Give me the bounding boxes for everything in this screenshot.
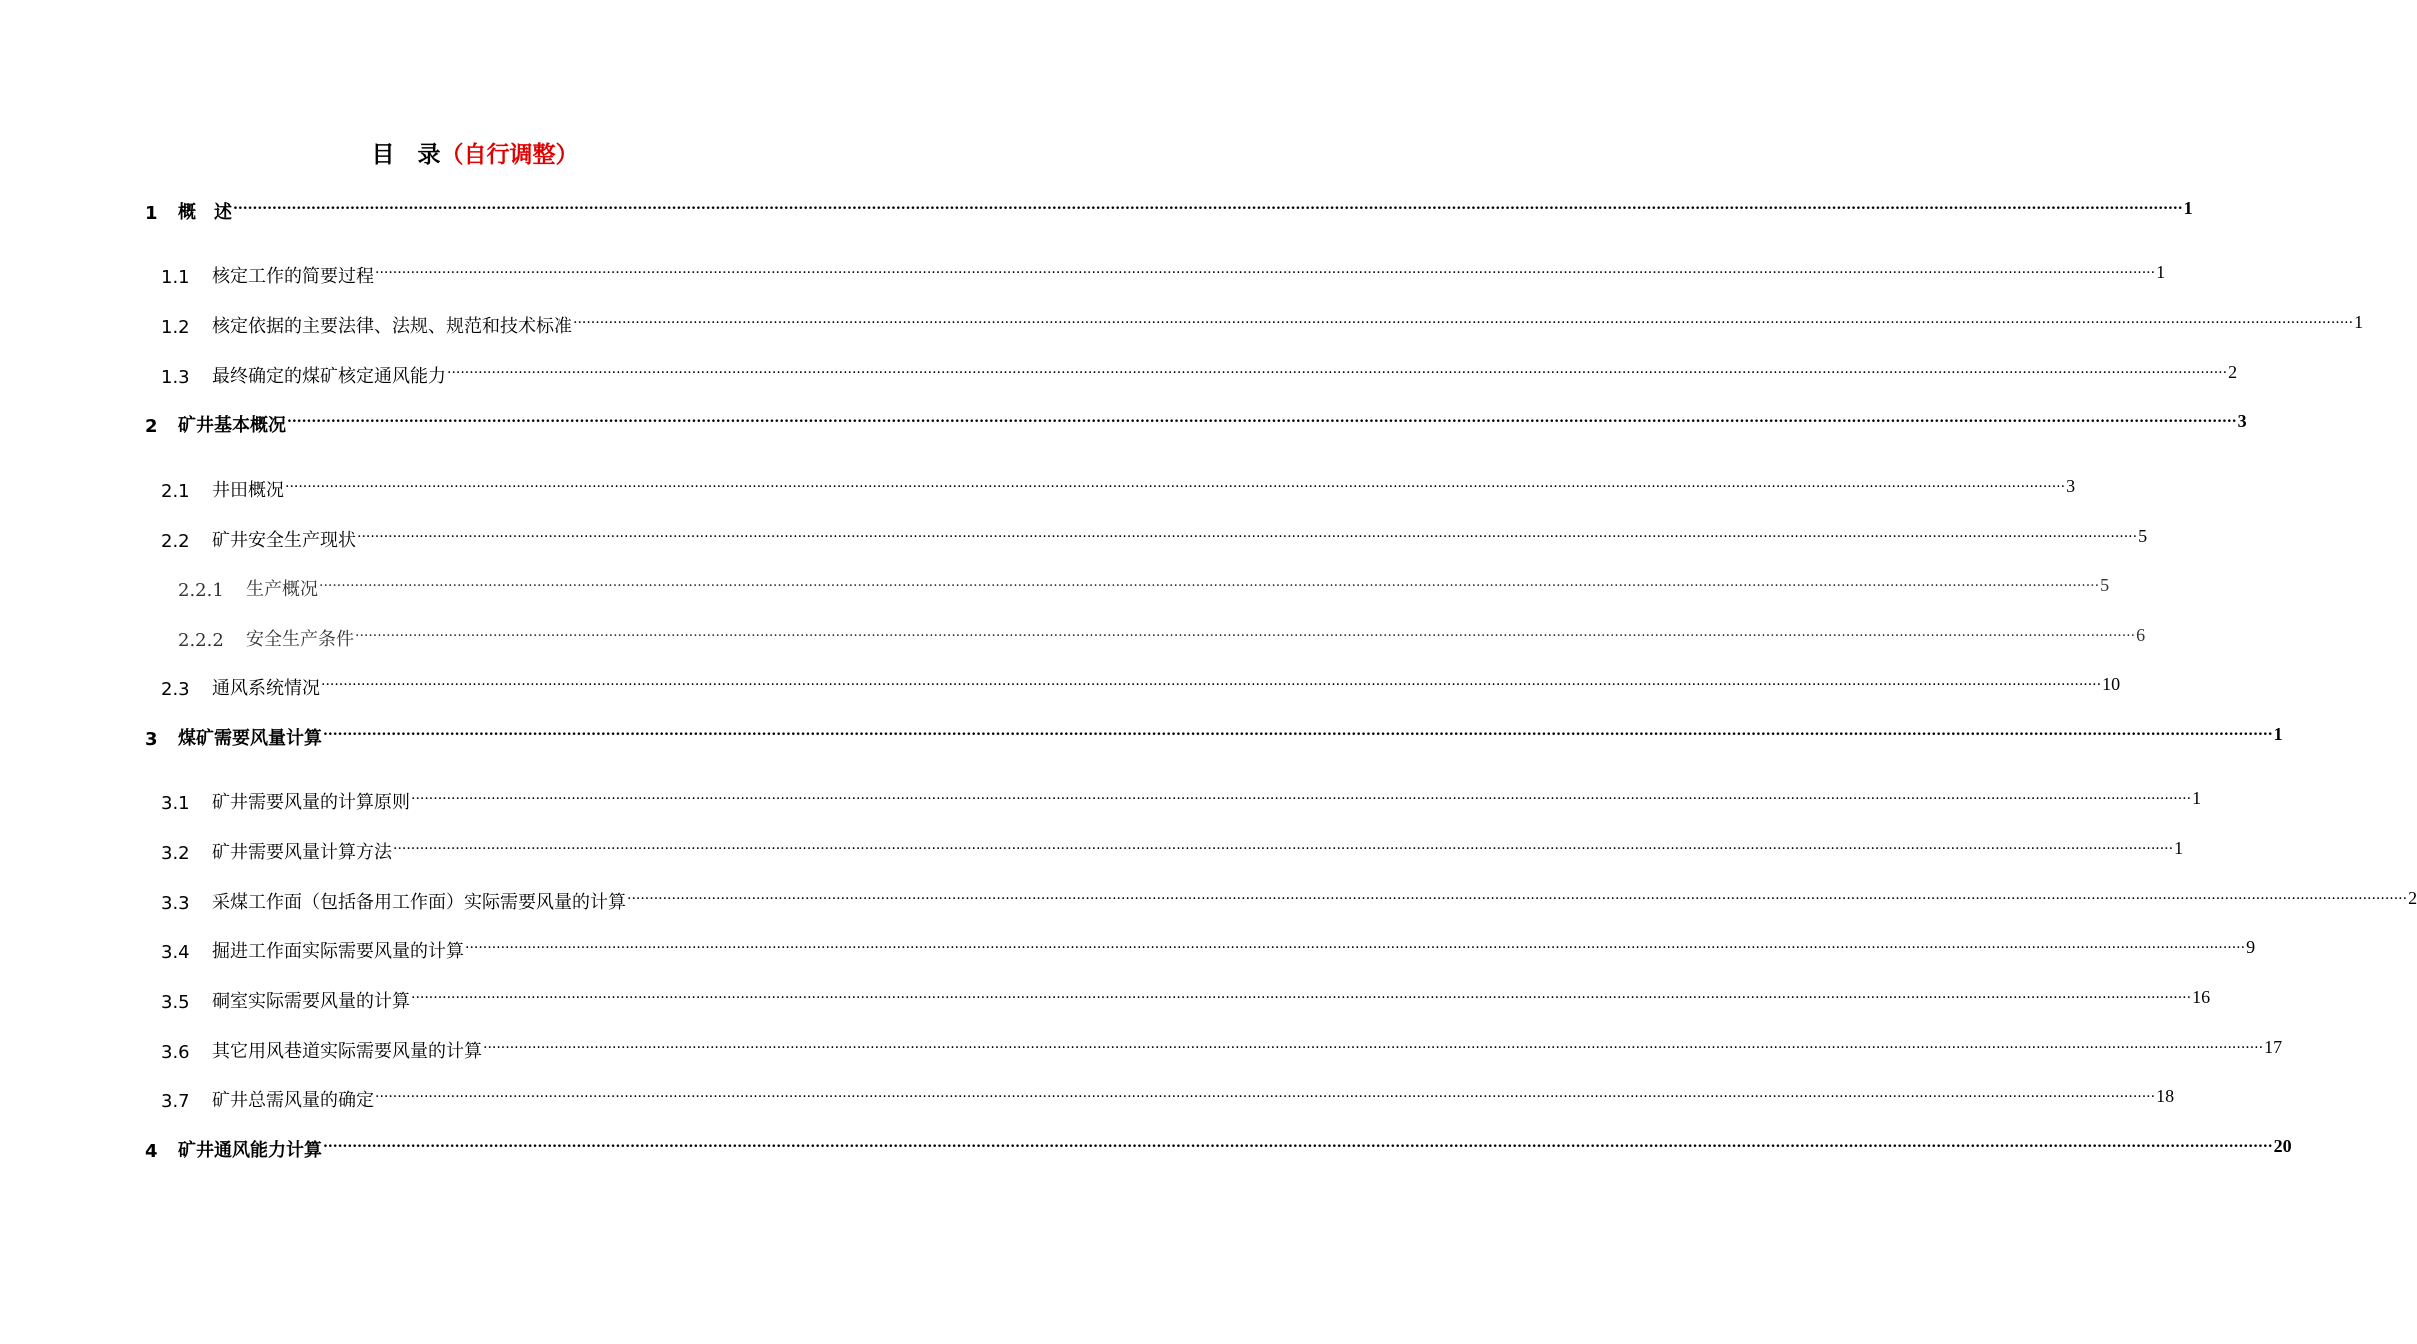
toc-entry-number: 3.6 — [161, 1042, 190, 1063]
toc-entry-page: 3 — [2066, 476, 2076, 496]
toc-entry-number: 3.5 — [161, 992, 190, 1013]
toc-entry-number: 3.1 — [161, 793, 190, 814]
toc-leader-dots: ................................................................................................................................................................................................................................................................................................................................................................................................................ — [375, 1085, 2156, 1101]
toc-leader-dots: ................................................................................................................................................................................................................................................................................................................................................................................................................ — [483, 1036, 2264, 1052]
toc-entry[interactable] — [0, 936, 2256, 967]
toc-entry-text: 矿井需要风量的计算原则 — [212, 792, 410, 813]
toc-title-main: 目 录 — [371, 142, 441, 168]
toc-entry-page: 10 — [2102, 674, 2121, 694]
toc-entry-text: 矿井基本概况 — [178, 415, 286, 436]
toc-entry-number: 2.2.1 — [178, 580, 224, 601]
toc-entry-text: 通风系统情况 — [212, 678, 320, 699]
toc-entry-page: 2 — [2408, 888, 2417, 908]
toc-entry[interactable] — [0, 475, 2076, 506]
toc-entry-text: 矿井通风能力计算 — [178, 1140, 322, 1161]
toc-entry-page: 1 — [2156, 262, 2166, 282]
toc-entry-page: 2 — [2228, 362, 2238, 382]
toc-leader-dots: ................................................................................................................................................................................................................................................................................................................................................................................................................ — [375, 261, 2156, 277]
toc-entry-number: 2.2 — [161, 531, 190, 552]
toc-entry[interactable] — [0, 525, 2148, 556]
toc-entry-page: 6 — [2136, 625, 2146, 645]
toc-entry-number: 2.2.2 — [178, 630, 224, 651]
toc-leader-dots: ................................................................................................................................................................................................................................................................................................................................................................................................................ — [287, 410, 2237, 426]
toc-entry-text: 掘进工作面实际需要风量的计算 — [212, 941, 464, 962]
toc-entry-number: 1 — [145, 203, 158, 224]
toc-leader-dots: ................................................................................................................................................................................................................................................................................................................................................................................................................ — [465, 936, 2246, 952]
toc-entry-text: 核定工作的简要过程 — [212, 266, 374, 287]
toc-entry[interactable] — [0, 410, 2247, 441]
toc-entry-page: 17 — [2264, 1037, 2283, 1057]
toc-entry[interactable] — [0, 574, 2110, 605]
toc-entry-text: 矿井需要风量计算方法 — [212, 842, 392, 863]
toc-entry-page: 1 — [2354, 312, 2364, 332]
toc-leader-dots: ................................................................................................................................................................................................................................................................................................................................................................................................................ — [323, 1135, 2273, 1151]
toc-entry-text: 其它用风巷道实际需要风量的计算 — [212, 1041, 482, 1062]
toc-entry-page: 5 — [2138, 526, 2148, 546]
toc-entry-number: 1.1 — [161, 267, 190, 288]
toc-entry-text: 矿井总需风量的确定 — [212, 1090, 374, 1111]
toc-entry-text: 核定依据的主要法律、法规、规范和技术标准 — [212, 316, 572, 337]
toc-entry-number: 2.3 — [161, 679, 190, 700]
toc-entry[interactable] — [0, 624, 2146, 655]
toc-entry[interactable] — [0, 197, 2193, 228]
toc-entry-page: 5 — [2100, 575, 2110, 595]
toc-entry-number: 2.1 — [161, 481, 190, 502]
toc-entry-page: 3 — [2237, 411, 2247, 431]
toc-entry-page: 1 — [2192, 788, 2202, 808]
toc-entry-page: 1 — [2183, 198, 2193, 218]
toc-leader-dots: ................................................................................................................................................................................................................................................................................................................................................................................................................ — [233, 197, 2183, 213]
toc-entry-number: 4 — [145, 1141, 158, 1162]
toc-entry-text: 矿井安全生产现状 — [212, 530, 356, 551]
toc-entry-text: 安全生产条件 — [246, 629, 354, 650]
toc-entry[interactable] — [0, 837, 2184, 868]
toc-entry-page: 1 — [2174, 838, 2184, 858]
toc-entry-text: 最终确定的煤矿核定通风能力 — [212, 366, 446, 387]
toc-entry-text: 采煤工作面（包括备用工作面）实际需要风量的计算 — [212, 892, 626, 913]
toc-entry-number: 1.2 — [161, 317, 190, 338]
toc-entry[interactable] — [0, 986, 2211, 1017]
toc-leader-dots: ................................................................................................................................................................................................................................................................................................................................................................................................................ — [573, 311, 2354, 327]
toc-entry[interactable] — [0, 1085, 2175, 1116]
toc-entry[interactable] — [0, 1135, 2292, 1166]
toc-leader-dots: ................................................................................................................................................................................................................................................................................................................................................................................................................ — [321, 673, 2102, 689]
toc-entry-text: 井田概况 — [212, 480, 284, 501]
toc-entry-page: 1 — [2273, 724, 2283, 744]
toc-entry-number: 3.4 — [161, 942, 190, 963]
toc-entry-page: 20 — [2273, 1136, 2292, 1156]
toc-entry-number: 3.2 — [161, 843, 190, 864]
toc-title — [0, 136, 950, 169]
toc-entry[interactable] — [0, 787, 2202, 818]
toc-leader-dots: ................................................................................................................................................................................................................................................................................................................................................................................................................ — [323, 723, 2273, 739]
toc-leader-dots: ................................................................................................................................................................................................................................................................................................................................................................................................................ — [447, 361, 2228, 377]
toc-entry[interactable] — [0, 1036, 2283, 1067]
toc-entry[interactable] — [0, 361, 2238, 392]
toc-leader-dots: ................................................................................................................................................................................................................................................................................................................................................................................................................ — [411, 986, 2192, 1002]
toc-entry-number: 2 — [145, 416, 158, 437]
toc-leader-dots: ................................................................................................................................................................................................................................................................................................................................................................................................................ — [393, 837, 2174, 853]
toc-entry-number: 3.3 — [161, 893, 190, 914]
toc-entry[interactable] — [0, 887, 2417, 918]
toc-entry-text: 生产概况 — [246, 579, 318, 600]
toc-entry-number: 3 — [145, 729, 158, 750]
toc-entry[interactable] — [0, 673, 2121, 704]
toc-entry-page: 18 — [2156, 1086, 2175, 1106]
toc-leader-dots: ................................................................................................................................................................................................................................................................................................................................................................................................................ — [357, 525, 2138, 541]
toc-entry-text: 煤矿需要风量计算 — [178, 728, 322, 749]
toc-entry-text: 硐室实际需要风量的计算 — [212, 991, 410, 1012]
toc-title-note: （自行调整） — [440, 142, 579, 168]
toc-entry[interactable] — [0, 261, 2166, 292]
toc-entry-number: 1.3 — [161, 367, 190, 388]
toc-leader-dots: ................................................................................................................................................................................................................................................................................................................................................................................................................ — [355, 624, 2136, 640]
toc-entry-number: 3.7 — [161, 1091, 190, 1112]
toc-leader-dots: ................................................................................................................................................................................................................................................................................................................................................................................................................ — [285, 475, 2066, 491]
toc-entry-page: 9 — [2246, 937, 2256, 957]
toc-leader-dots: ................................................................................................................................................................................................................................................................................................................................................................................................................ — [319, 574, 2100, 590]
toc-leader-dots: ................................................................................................................................................................................................................................................................................................................................................................................................................ — [411, 787, 2192, 803]
toc-entry-page: 16 — [2192, 987, 2211, 1007]
toc-entry[interactable] — [0, 311, 2364, 342]
toc-leader-dots: ................................................................................................................................................................................................................................................................................................................................................................................................................ — [627, 887, 2408, 903]
toc-entry[interactable] — [0, 723, 2283, 754]
toc-entry-text: 概 述 — [178, 202, 232, 223]
